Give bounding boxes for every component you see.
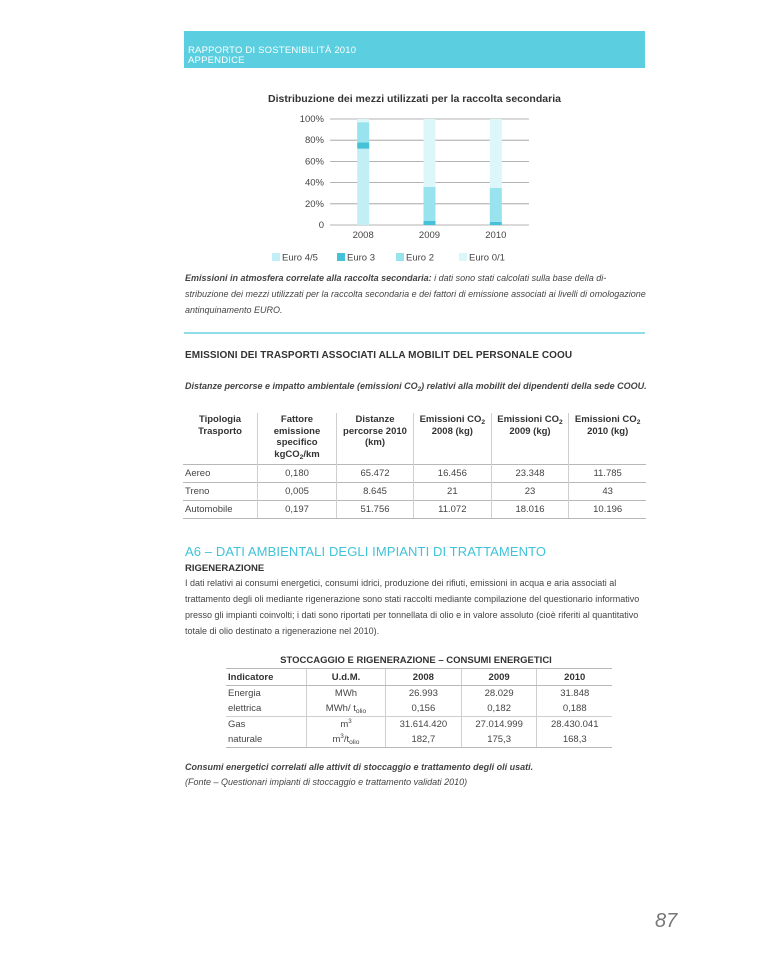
col-2008: 2008 <box>386 669 462 686</box>
col-em2010 <box>569 413 646 465</box>
table-cell: 0,188 <box>537 701 612 717</box>
x-tick-label: 2008 <box>352 230 374 241</box>
header-text: 2010 (kg) <box>587 425 629 437</box>
header-sub: 2 <box>299 453 304 461</box>
table-cell: 16.456 <box>414 465 492 483</box>
table-cell: Automobile <box>183 501 258 519</box>
y-tick-label: 100% <box>299 114 324 125</box>
unit-text: m <box>340 719 349 730</box>
table-cell: 18.016 <box>491 501 569 519</box>
header-band <box>184 31 645 68</box>
unit-text: m <box>332 734 341 745</box>
legend-label: Euro 4/5 <box>282 252 318 264</box>
table-header-row <box>226 669 612 686</box>
stacked-bar-chart <box>184 108 645 268</box>
legend-swatch <box>272 253 280 261</box>
table-row <box>183 465 646 483</box>
table-cell: 23.348 <box>491 465 569 483</box>
mobility-emissions-table <box>183 413 646 519</box>
chart-title: Distribuzione dei mezzi utilizzati per la raccolta secondaria <box>268 93 561 105</box>
table-cell: 27.014.999 <box>461 717 537 733</box>
col-fattore <box>258 413 337 465</box>
col-distanze: Distanze percorse 2010 (km) <box>337 413 414 465</box>
y-tick-label: 40% <box>304 177 324 189</box>
energy-table-title: STOCCAGGIO E RIGENERAZIONE – CONSUMI ENERGETICI <box>280 655 552 666</box>
section-heading-a6: A6 – DATI AMBIENTALI DEGLI IMPIANTI DI TRATTAMENTO <box>185 544 547 559</box>
table-cell: 0,005 <box>258 483 337 501</box>
col-em2008 <box>414 413 492 465</box>
col-em2009 <box>491 413 569 465</box>
x-tick-label: 2010 <box>485 230 507 241</box>
table-cell: 28.430.041 <box>537 717 612 733</box>
table-cell <box>307 717 386 733</box>
legend-swatch <box>337 253 345 261</box>
table-cell <box>307 701 386 717</box>
table-cell: elettrica <box>226 701 307 717</box>
legend-label: Euro 0/1 <box>469 252 505 264</box>
bar-segment <box>357 142 369 148</box>
table-cell: Treno <box>183 483 258 501</box>
caption-part: ) relativi alla mobilit dei dipendenti della sede COOU. <box>421 381 647 391</box>
report-title: RAPPORTO DI SOSTENIBILITÀ 2010 <box>188 45 357 56</box>
header-text: Emissioni CO <box>419 414 482 425</box>
table-cell: 31.848 <box>537 686 612 702</box>
unit-text: MWh/ t <box>325 703 356 714</box>
table-cell: 21 <box>414 483 492 501</box>
section-divider <box>184 332 645 334</box>
table-cell: 168,3 <box>537 732 612 748</box>
unit-sub: olio <box>355 708 367 715</box>
table-cell: Energia <box>228 688 261 699</box>
header-text: Emissioni CO <box>574 414 637 425</box>
table-cell: 0,180 <box>258 465 337 483</box>
y-tick-label: 20% <box>304 198 324 210</box>
table-row <box>183 483 646 501</box>
header-text: /km <box>303 448 320 460</box>
bar-segment <box>424 119 436 187</box>
header-sub: 2 <box>481 419 486 426</box>
table-cell: Gas <box>228 719 246 730</box>
source-note: (Fonte – Questionari impianti di stoccaggio e trattamento validati 2010) <box>185 777 468 787</box>
section-label: APPENDICE <box>188 55 245 66</box>
table-cell: 23 <box>491 483 569 501</box>
table-cell: 0,156 <box>386 701 462 717</box>
header-sub: 2 <box>636 419 641 426</box>
table-cell: 11.785 <box>569 465 646 483</box>
unit-text: /t <box>343 734 350 745</box>
caption-part: Distanze percorse e impatto ambientale (emissioni CO <box>185 381 418 391</box>
table-row <box>226 701 612 717</box>
bar-segment <box>490 188 502 222</box>
table-cell: 43 <box>569 483 646 501</box>
header-text: Fattore emissione specifico kgCO <box>273 414 321 460</box>
table-row <box>226 732 612 748</box>
body-paragraph: I dati relativi ai consumi energetici, consumi idrici, produzione dei rifiuti, emissioni in acqua e aria associati al trattamento degli oli mediante rigenerazione sono stati raccolti mediante compilazione del questionario informativo presso gli impianti coinvolti; i dati sono riportati per tonnellata di olio e in valore assoluto (cioè riferiti al quantitativo totale di olio destinato a rigenerazione nel 2010). <box>185 578 640 636</box>
bar-segment <box>357 122 369 142</box>
table-caption-mobility <box>185 378 647 394</box>
bar-segment <box>490 119 502 188</box>
section-heading-mobility: EMISSIONI DEI TRASPORTI ASSOCIATI ALLA MOBILIT DEL PERSONALE COOU <box>185 350 573 361</box>
chart-caption-text: i dati sono stati calcolati sulla base della di- stribuzione dei mezzi utilizzati per la raccolta secondaria e dei fattori di emissione associati ai livelli di omologazione antinquinamento EURO. <box>185 273 646 315</box>
table-cell: 31.614.420 <box>386 717 462 733</box>
table-row <box>183 501 646 519</box>
table-cell: 11.072 <box>414 501 492 519</box>
table-cell: naturale <box>226 732 307 748</box>
unit-sup: 3 <box>348 718 352 725</box>
table-cell: 0,182 <box>461 701 537 717</box>
table-cell: Aereo <box>183 465 258 483</box>
unit-sub: olio <box>349 739 360 746</box>
col-2009: 2009 <box>461 669 537 686</box>
chart-caption-lead: Emissioni in atmosfera correlate alla raccolta secondaria: <box>185 273 432 283</box>
col-udm: U.d.M. <box>307 669 386 686</box>
subsection-heading: RIGENERAZIONE <box>185 563 265 574</box>
bar-segment <box>357 149 369 225</box>
x-tick-label: 2009 <box>418 230 441 241</box>
col-indicatore: Indicatore <box>226 669 307 686</box>
col-2010: 2010 <box>537 669 612 686</box>
legend-swatch <box>396 253 404 261</box>
header-sub: 2 <box>559 419 563 426</box>
col-tipologia: Tipologia Trasporto <box>198 414 242 437</box>
bar-segment <box>490 222 502 225</box>
table-cell: 51.756 <box>337 501 414 519</box>
header-text: 2009 (kg) <box>509 425 551 437</box>
table-cell <box>307 732 386 748</box>
caption-sub: 2 <box>417 386 422 393</box>
header-text: Emissioni CO <box>497 414 560 425</box>
y-tick-label: 60% <box>304 156 324 168</box>
energy-table-caption: Consumi energetici correlati alle attivit di stoccaggio e trattamento degli oli usati. <box>185 762 534 772</box>
y-tick-label: 0 <box>318 220 324 231</box>
table-row <box>226 686 612 702</box>
legend-label: Euro 2 <box>406 252 434 264</box>
unit-sup: 3 <box>340 733 344 740</box>
table-cell: 65.472 <box>337 465 414 483</box>
header-text: 2008 (kg) <box>431 425 473 437</box>
legend-label: Euro 3 <box>347 252 375 264</box>
bar-segment <box>424 221 436 225</box>
table-cell: 26.993 <box>386 686 462 702</box>
legend-swatch <box>459 253 467 261</box>
y-tick-label: 80% <box>304 135 324 147</box>
page-number: 87 <box>655 910 678 932</box>
table-cell: 10.196 <box>569 501 646 519</box>
table-cell: 28.029 <box>461 686 537 702</box>
bar-segment <box>424 187 436 221</box>
table-cell: 0,197 <box>258 501 337 519</box>
table-cell: 175,3 <box>461 732 537 748</box>
table-row <box>226 717 612 733</box>
table-cell: 8.645 <box>337 483 414 501</box>
table-header-row <box>183 413 646 465</box>
bar-segment <box>357 119 369 122</box>
chart-caption <box>185 270 647 318</box>
energy-consumption-table <box>226 668 612 748</box>
table-cell: MWh <box>307 686 386 702</box>
table-cell: 182,7 <box>386 732 462 748</box>
